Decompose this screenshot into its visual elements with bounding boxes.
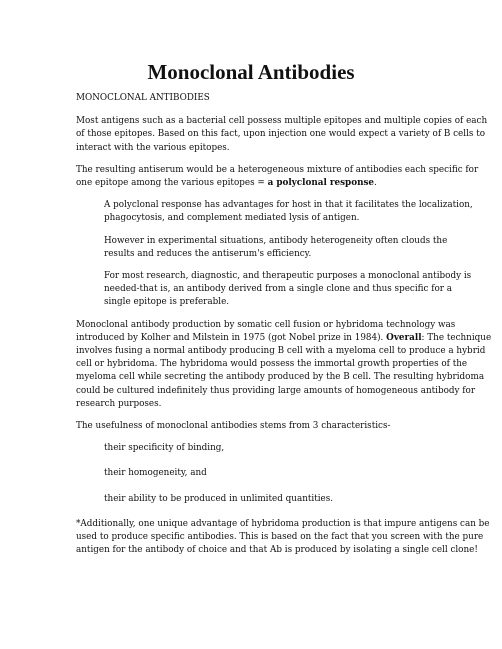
paragraph-usefulness: The usefulness of monoclonal antibodies stems from 3 characteristics- [76,421,391,432]
document-body [76,92,492,566]
list-item-specificity: their specificity of binding, [104,443,225,454]
page-title: Monoclonal Antibodies [147,60,355,84]
paragraph-antiserum-text: The resulting antiserum would be a heterogeneous mixture of antibodies each specific for one epitope among the various epitopes = [76,164,479,189]
paragraph-antiserum-end: . [374,178,377,189]
paragraph-hybridoma-intro: Monoclonal antibody production by somatic cell fusion or hybridoma technology was introduced by Kolher and Milstein in 1975 (got Nobel prize in 1984). [76,319,456,343]
paragraph-antigens: Most antigens such as a bacterial cell possess multiple epitopes and multiple copies of each of those epitopes. Based on this fact, upon injection one would expect a variety of B cells to interact with the various epitopes. [76,116,488,153]
overall-term: Overall [386,332,422,343]
list-item-homogeneity: their homogeneity, and [104,468,207,479]
polyclonal-response-term: a polyclonal response [267,178,375,189]
paragraph-antiserum [76,164,492,190]
indented-paragraph-heterogeneity: However in experimental situations, antibody heterogeneity often clouds the results and reduces the antiserum's efficiency. [104,235,448,259]
paragraph-additional-advantage: *Additionally, one unique advantage of hybridoma production is that impure antigens can be used to produce specific antibodies. This is based on the fact that you screen with the pure antigen for the antibody of choice and that Ab is produced by isolating a single cell clone! [76,518,490,556]
indented-paragraph-monoclonal-need: For most research, diagnostic, and therapeutic purposes a monoclonal antibody is needed-that is, an antibody derived from a single clone and thus specific for a single epitope is preferable. [104,271,472,308]
section-heading: MONOCLONAL ANTIBODIES [76,93,210,103]
list-item-unlimited-quantities: their ability to be produced in unlimited quantities. [104,493,334,504]
indented-paragraph-advantages: A polyclonal response has advantages for host in that it facilitates the localization, phagocytosis, and complement mediated lysis of antigen. [104,200,473,224]
paragraph-hybridoma [76,319,492,411]
paragraph-hybridoma-rest: : The technique involves fusing a normal antibody producing B cell with a myeloma cell to produce a hybrid cell or hybridoma. The hybridoma would possess the immortal growth properties of the myeloma cell while secreting the antibody produced by the B cell. The resulting hybridoma could be cultured indefinitely thus providing large amounts of homogeneous antibody for research purposes. [76,332,492,409]
